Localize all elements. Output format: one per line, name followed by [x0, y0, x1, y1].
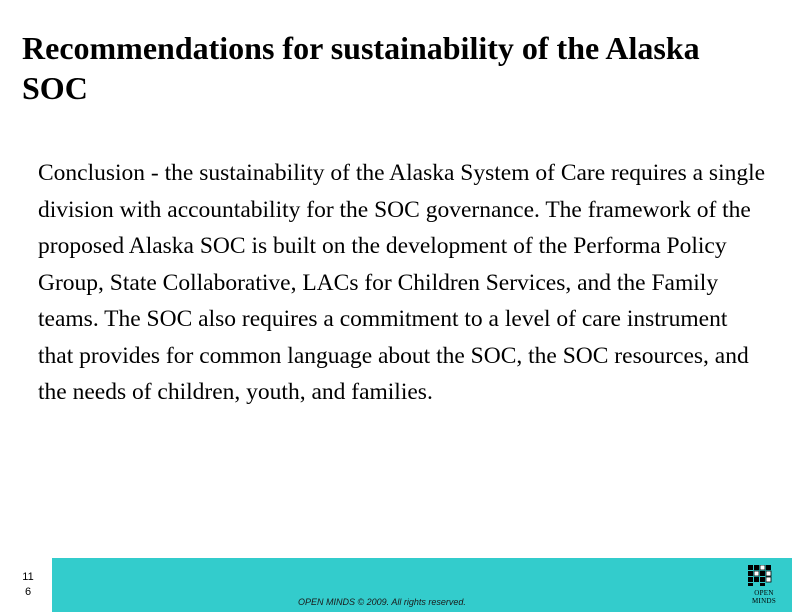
logo-text	[744, 589, 784, 605]
copyright-notice	[298, 597, 466, 607]
logo-text-line-2: MINDS	[751, 597, 777, 605]
slide-title: Recommendations for sustainability of the Alaska SOC	[22, 30, 700, 106]
copyright-brand: OPEN MINDS	[298, 597, 356, 607]
logo-text-line-1: OPEN	[754, 589, 774, 597]
page-number-line-2: 6	[24, 586, 32, 598]
page-number-line-1: 11	[22, 571, 34, 583]
copyright-text: © 2009. All rights reserved.	[355, 597, 466, 607]
logo-grid-icon	[748, 565, 772, 587]
slide-body-text: Conclusion - the sustainability of the Alaska System of Care requires a single division with accountability for the SOC governance. The framework of the proposed Alaska SOC is built on the development of the Performa Policy Group, State Collaborative, LACs for Children Services, and the Family teams. The SOC also requires a commitment to a level of care instrument that provides for common language about the SOC, the SOC resources, and the needs of children, youth, and families.	[38, 160, 766, 405]
page-number	[18, 570, 38, 600]
open-minds-logo	[748, 565, 778, 609]
